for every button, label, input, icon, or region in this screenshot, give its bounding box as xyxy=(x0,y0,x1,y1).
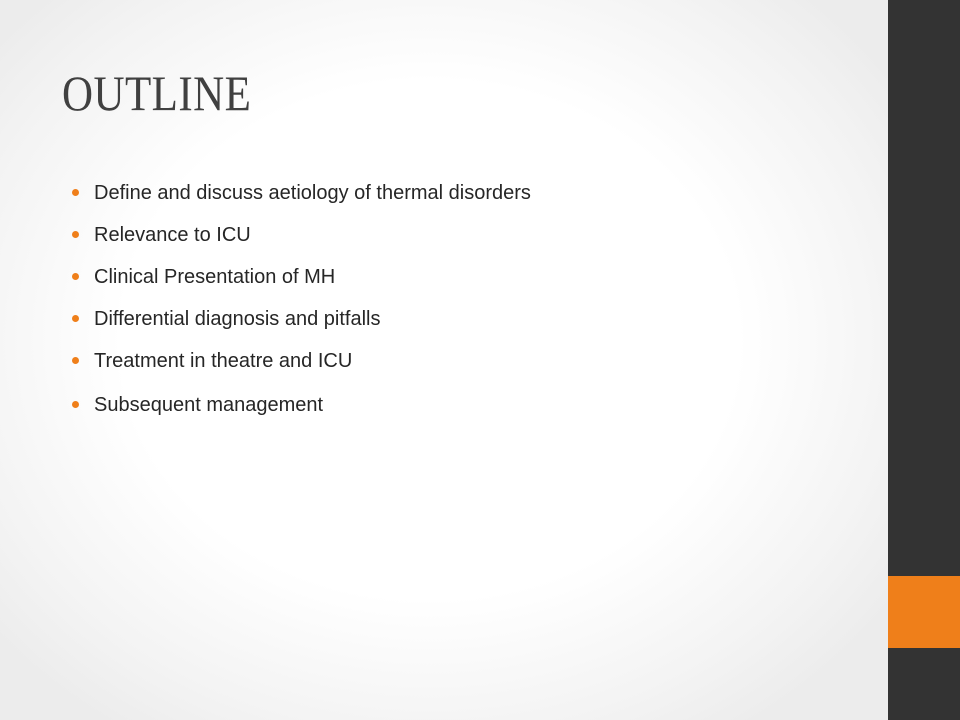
decorative-sidebar xyxy=(888,0,960,720)
bullet-dot-icon xyxy=(72,357,79,364)
bullet-dot-icon xyxy=(72,273,79,280)
bullet-dot-icon xyxy=(72,315,79,322)
bullet-text: Clinical Presentation of MH xyxy=(94,266,336,288)
bullet-dot-icon xyxy=(72,189,79,196)
sidebar-dark-block-bottom xyxy=(888,648,960,720)
slide-title: OUTLINE xyxy=(62,65,252,121)
bullet-dot-icon xyxy=(72,401,79,408)
bullet-text: Treatment in theatre and ICU xyxy=(94,350,353,372)
bullet-text: Relevance to ICU xyxy=(94,224,251,246)
bullet-text: Subsequent management xyxy=(94,394,324,416)
bullet-text: Define and discuss aetiology of thermal disorders xyxy=(94,182,531,204)
sidebar-accent-block xyxy=(888,576,960,648)
bullet-text: Differential diagnosis and pitfalls xyxy=(94,308,381,330)
bullet-dot-icon xyxy=(72,231,79,238)
sidebar-dark-block xyxy=(888,0,960,576)
